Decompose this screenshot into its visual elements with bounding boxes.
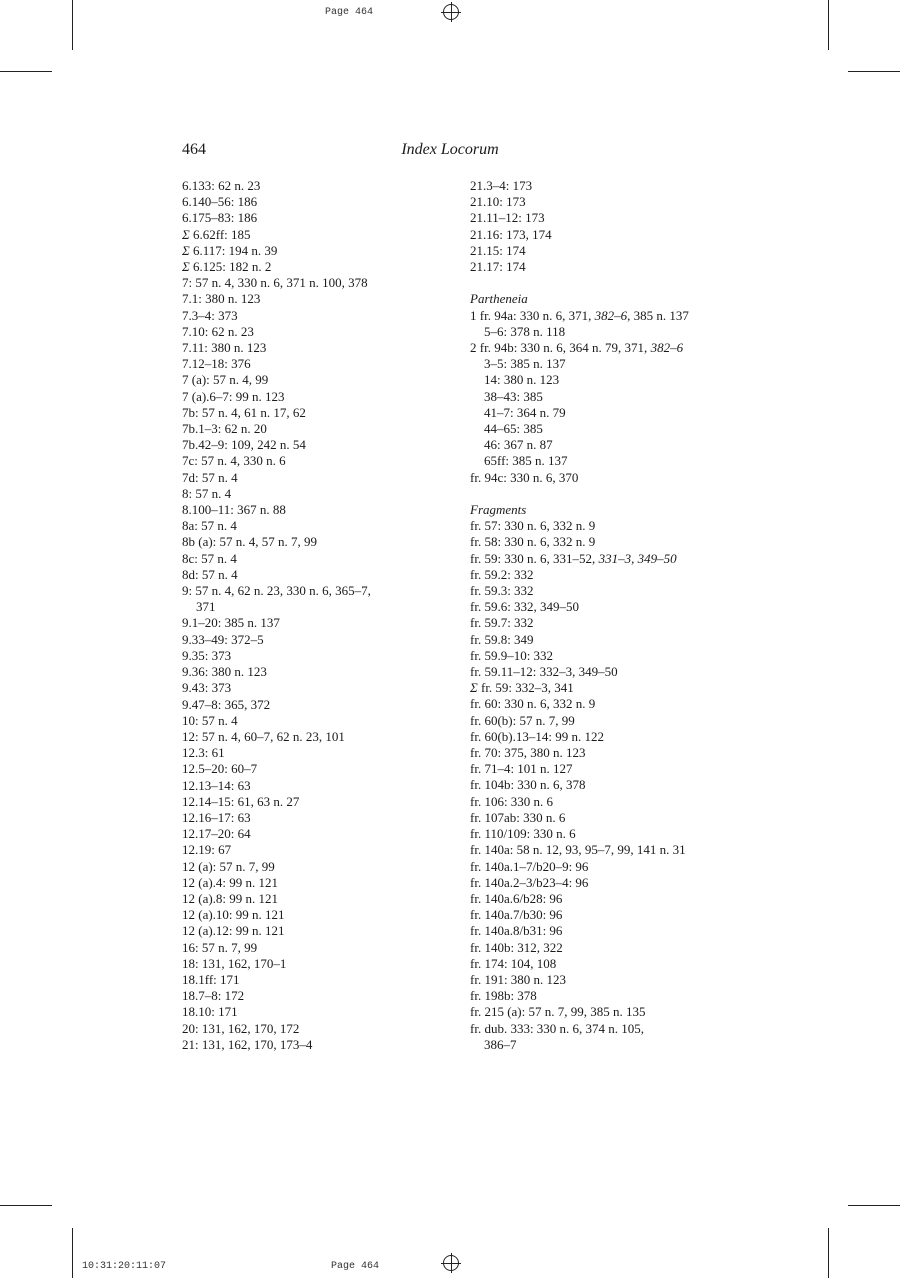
index-entry-text: fr. 58: 330 n. 6, 332 n. 9 [470,534,596,550]
index-entry [182,664,412,680]
index-entry-continuation [470,324,730,340]
index-entry [470,713,730,729]
index-entry [182,1037,412,1053]
index-entry-text: fr. 110/109: 330 n. 6 [470,826,576,842]
index-entry [470,518,730,534]
crop-mark-bottom-right-vertical [828,1228,829,1278]
index-entry-text: fr. 140a.1–7/b20–9: 96 [470,858,589,874]
index-entry-italic-range: 331–3 [598,550,632,566]
index-entry-text: 6.175–83: 186 [182,210,258,226]
index-column-right [470,178,730,1053]
index-entry [470,680,730,696]
index-entry-text: 3–5: 385 n. 137 [484,356,566,372]
index-entry-text: fr. 140a: 58 n. 12, 93, 95–7, 99, 141 n. 31 [470,842,686,858]
index-entry-continuation [470,389,730,405]
index-section-heading: Partheneia [470,291,528,307]
scholia-symbol: Σ [182,259,190,275]
index-entry-text: fr. 140a.2–3/b23–4: 96 [470,874,589,890]
index-entry [470,567,730,583]
index-entry-text: 9.36: 380 n. 123 [182,664,267,680]
index-entry-text: 9.35: 373 [182,647,232,663]
index-entry [182,680,412,696]
index-entry-text: 65ff: 385 n. 137 [484,453,568,469]
index-entry [182,259,412,275]
crop-mark-bottom-left-horizontal [0,1205,52,1206]
index-entry [182,453,412,469]
index-entry [182,421,412,437]
index-entry [470,696,730,712]
index-entry-text: 6.140–56: 186 [182,194,258,210]
index-entry-text: fr. 59.9–10: 332 [470,647,554,663]
index-entry [470,761,730,777]
index-entry-text: 21: 131, 162, 170, 173–4 [182,1036,313,1052]
index-entry-text: 44–65: 385 [484,421,543,437]
index-entry [182,502,412,518]
index-entry-continuation [470,437,730,453]
index-entry-text: 1 fr. 94a: 330 n. 6, 371, [470,307,595,323]
index-entry-text: 12.16–17: 63 [182,809,251,825]
slug-bottom-label: Page 464 [331,1261,380,1272]
index-entry [182,615,412,631]
index-entry [470,178,730,194]
index-entry [182,697,412,713]
index-entry [470,664,730,680]
index-entry [470,632,730,648]
page-number: 464 [182,141,206,158]
index-entry [470,583,730,599]
index-entry-text: 41–7: 364 n. 79 [484,404,566,420]
index-entry [470,210,730,226]
index-entry [470,988,730,1004]
index-entry-text: fr. 59.3: 332 [470,583,534,599]
index-entry [470,308,730,324]
index-entry-text: fr. 106: 330 n. 6 [470,793,554,809]
index-entry [182,842,412,858]
index-entry-text: fr. 59.11–12: 332–3, 349–50 [470,664,618,680]
index-entry [470,259,730,275]
index-entry-continuation [470,421,730,437]
index-entry-text: 5–6: 378 n. 118 [484,323,566,339]
index-entry [470,615,730,631]
index-entry [182,778,412,794]
index-entry-text: 6.133: 62 n. 23 [182,178,261,193]
index-entry-italic-range: 382–6 [650,340,684,356]
index-entry [470,842,730,858]
index-entry [470,826,730,842]
index-entry-text: 7: 57 n. 4, 330 n. 6, 371 n. 100, 378 [182,275,368,291]
index-entry-text: 8c: 57 n. 4 [182,550,237,566]
index-entry [182,194,412,210]
index-entry-text: fr. 198b: 378 [470,988,537,1004]
index-entry-text: 10: 57 n. 4 [182,712,238,728]
index-entry [470,1004,730,1020]
index-entry-continuation [470,372,730,388]
index-entry-text: 7d: 57 n. 4 [182,469,238,485]
index-entry-text: fr. 59.8: 349 [470,631,534,647]
index-entry [182,324,412,340]
index-entry-text: 18.7–8: 172 [182,988,245,1004]
index-entry-text: 7.10: 62 n. 23 [182,323,254,339]
index-entry-text: fr. 94c: 330 n. 6, 370 [470,469,579,485]
index-entry-text: fr. 59.2: 332 [470,566,534,582]
index-entry [470,599,730,615]
index-entry-text: 7b: 57 n. 4, 61 n. 17, 62 [182,404,306,420]
index-entry [470,923,730,939]
index-entry-text: 371 [196,599,216,615]
index-entry-text: fr. 140a.7/b30: 96 [470,907,563,923]
index-entry-text: 46: 367 n. 87 [484,437,553,453]
index-entry-text: 7b.42–9: 109, 242 n. 54 [182,437,306,453]
index-entry-text: 7.12–18: 376 [182,356,251,372]
index-entry [470,243,730,259]
index-entry [182,875,412,891]
index-entry-text: 12 (a).8: 99 n. 121 [182,890,279,906]
index-entry-text: 9.47–8: 365, 372 [182,696,271,712]
index-entry-text: fr. 215 (a): 57 n. 7, 99, 385 n. 135 [470,1004,646,1020]
slug-top-label: Page 464 [325,7,374,18]
index-entry-text: 7.11: 380 n. 123 [182,340,267,356]
scholia-symbol: Σ [182,242,190,258]
index-entry [182,988,412,1004]
index-entry-italic-range: 349–50 [637,550,677,566]
index-entry [182,907,412,923]
index-entry [182,632,412,648]
index-entry [182,227,412,243]
index-entry [182,518,412,534]
index-entry [470,534,730,550]
index-entry [182,405,412,421]
crop-mark-bottom-right-horizontal [848,1205,900,1206]
index-entry-text: 8.100–11: 367 n. 88 [182,502,286,518]
index-entry-text: 12 (a).12: 99 n. 121 [182,923,285,939]
index-entry-text: fr. 60(b): 57 n. 7, 99 [470,712,575,728]
index-entry [182,291,412,307]
index-entry-text: 9.43: 373 [182,680,232,696]
index-entry-continuation [470,405,730,421]
index-entry [470,972,730,988]
index-entry-text: 12: 57 n. 4, 60–7, 62 n. 23, 101 [182,728,345,744]
index-entry-text: 21.3–4: 173 [470,178,533,193]
index-entry-continuation [470,356,730,372]
index-entry [182,972,412,988]
index-entry [182,745,412,761]
index-entry-text: fr. 59: 332–3, 341 [477,680,574,696]
index-entry-text: 8a: 57 n. 4 [182,518,237,534]
index-entry-text: 6.117: 194 n. 39 [189,242,278,258]
index-entry-text: 9.33–49: 372–5 [182,631,264,647]
index-entry [182,372,412,388]
index-entry-text: 18: 131, 162, 170–1 [182,955,287,971]
index-entry [470,859,730,875]
index-entry-text: fr. 191: 380 n. 123 [470,971,567,987]
index-entry-text: 38–43: 385 [484,388,543,404]
index-entry-text: fr. 107ab: 330 n. 6 [470,809,566,825]
index-entry-text: fr. 60(b).13–14: 99 n. 122 [470,728,604,744]
index-entry-text: 8: 57 n. 4 [182,485,232,501]
index-entry-text: 7c: 57 n. 4, 330 n. 6 [182,453,286,469]
index-entry [470,194,730,210]
index-entry-text: 20: 131, 162, 170, 172 [182,1020,300,1036]
index-entry-text: , 385 n. 137 [627,307,689,323]
index-entry-text: fr. 140b: 312, 322 [470,939,563,955]
index-entry [182,1021,412,1037]
index-entry [470,729,730,745]
index-entry-text: 2 fr. 94b: 330 n. 6, 364 n. 79, 371, [470,340,651,356]
index-entry-text: 21.16: 173, 174 [470,226,552,242]
index-entry [182,567,412,583]
index-entry-text: 21.11–12: 173 [470,210,545,226]
index-entry-text: fr. 70: 375, 380 n. 123 [470,745,586,761]
index-entry [470,956,730,972]
index-entry [182,275,412,291]
index-entry-text: 12 (a).10: 99 n. 121 [182,907,285,923]
index-entry [182,859,412,875]
index-entry [182,891,412,907]
index-entry [182,551,412,567]
index-entry-text: fr. 60: 330 n. 6, 332 n. 9 [470,696,596,712]
index-entry [470,875,730,891]
index-entry [182,308,412,324]
index-entry-continuation [470,1037,730,1053]
index-entry-text: 12.17–20: 64 [182,826,251,842]
index-entry [470,794,730,810]
index-entry [470,907,730,923]
index-entry-text: 386–7 [484,1036,517,1052]
index-entry [182,826,412,842]
index-entry-text: fr. 140a.8/b31: 96 [470,923,563,939]
index-entry-text: fr. dub. 333: 330 n. 6, 374 n. 105, [470,1020,645,1036]
page-title: Index Locorum [401,141,499,158]
index-entry [182,356,412,372]
index-entry-text: fr. 104b: 330 n. 6, 378 [470,777,586,793]
index-entry-text: , [631,550,638,566]
slug-timestamp: 10:31:20:11:07 [82,1261,167,1272]
section-spacer [470,486,730,502]
index-entry [470,551,730,567]
index-section-heading: Fragments [470,502,527,518]
index-entry [470,470,730,486]
index-entry [182,486,412,502]
index-entry [182,956,412,972]
index-entry-text: fr. 71–4: 101 n. 127 [470,761,573,777]
index-entry-text: 12 (a): 57 n. 7, 99 [182,858,275,874]
index-entry [470,1021,730,1037]
index-entry-text: 6.62ff: 185 [189,226,251,242]
index-entry [182,713,412,729]
index-entry-text: 7b.1–3: 62 n. 20 [182,421,267,437]
crop-mark-top-left-horizontal [0,71,52,72]
scholia-symbol: Σ [470,680,478,696]
index-entry-text: fr. 140a.6/b28: 96 [470,890,563,906]
index-entry [182,437,412,453]
index-entry-text: 6.125: 182 n. 2 [189,259,272,275]
index-entry [470,810,730,826]
index-entry-text: 7.3–4: 373 [182,307,238,323]
index-entry [182,940,412,956]
index-entry [182,470,412,486]
index-entry-text: 8b (a): 57 n. 4, 57 n. 7, 99 [182,534,318,550]
scholia-symbol: Σ [182,226,190,242]
index-entry-text: 12.14–15: 61, 63 n. 27 [182,793,300,809]
section-spacer [470,275,730,291]
index-entry [470,227,730,243]
index-entry [182,923,412,939]
index-entry-text: 21.15: 174 [470,242,526,258]
index-entry [470,940,730,956]
index-entry-text: 18.1ff: 171 [182,971,240,987]
index-entry-text: 12.19: 67 [182,842,232,858]
index-entry [182,761,412,777]
index-entry-text: fr. 174: 104, 108 [470,955,557,971]
registration-mark-top-icon [443,4,459,20]
index-entry [182,243,412,259]
registration-mark-bottom-icon [443,1255,459,1271]
index-entry-text: 21.10: 173 [470,194,526,210]
index-entry [182,178,412,194]
index-entry [182,794,412,810]
index-entry [182,210,412,226]
index-entry [470,340,730,356]
index-entry-text: 12.5–20: 60–7 [182,761,258,777]
index-entry-text: 9: 57 n. 4, 62 n. 23, 330 n. 6, 365–7, [182,583,371,599]
index-entry-text: 7 (a).6–7: 99 n. 123 [182,388,285,404]
index-entry-continuation [182,599,412,615]
index-entry [470,777,730,793]
index-entry-text: 12 (a).4: 99 n. 121 [182,874,279,890]
index-entry-text: 7.1: 380 n. 123 [182,291,261,307]
index-entry-text: fr. 59: 330 n. 6, 331–52, [470,550,599,566]
index-entry-italic-range: 382–6 [594,307,628,323]
index-entry-continuation [470,453,730,469]
index-entry [182,1004,412,1020]
index-entry [182,340,412,356]
index-entry-text: fr. 57: 330 n. 6, 332 n. 9 [470,518,596,534]
index-entry-text: 14: 380 n. 123 [484,372,560,388]
index-entry [470,891,730,907]
index-entry [470,648,730,664]
index-entry [182,648,412,664]
index-entry [182,389,412,405]
index-entry-text: 7 (a): 57 n. 4, 99 [182,372,269,388]
index-entry-text: 9.1–20: 385 n. 137 [182,615,280,631]
index-entry-text: 16: 57 n. 7, 99 [182,939,258,955]
index-entry [182,729,412,745]
index-column-left [182,178,412,1053]
index-entry-text: 12.3: 61 [182,745,225,761]
index-entry-text: fr. 59.6: 332, 349–50 [470,599,580,615]
crop-mark-top-left-vertical [72,0,73,50]
index-entry [182,810,412,826]
running-head [182,141,718,161]
crop-mark-bottom-left-vertical [72,1228,73,1278]
index-entry-text: 12.13–14: 63 [182,777,251,793]
index-entry-text: 21.17: 174 [470,259,526,275]
index-entry-text: 18.10: 171 [182,1004,238,1020]
crop-mark-top-right-vertical [828,0,829,50]
crop-mark-top-right-horizontal [848,71,900,72]
index-entry [182,583,412,599]
index-entry [470,745,730,761]
index-entry-text: 8d: 57 n. 4 [182,566,238,582]
index-entry [182,534,412,550]
index-entry-text: fr. 59.7: 332 [470,615,534,631]
